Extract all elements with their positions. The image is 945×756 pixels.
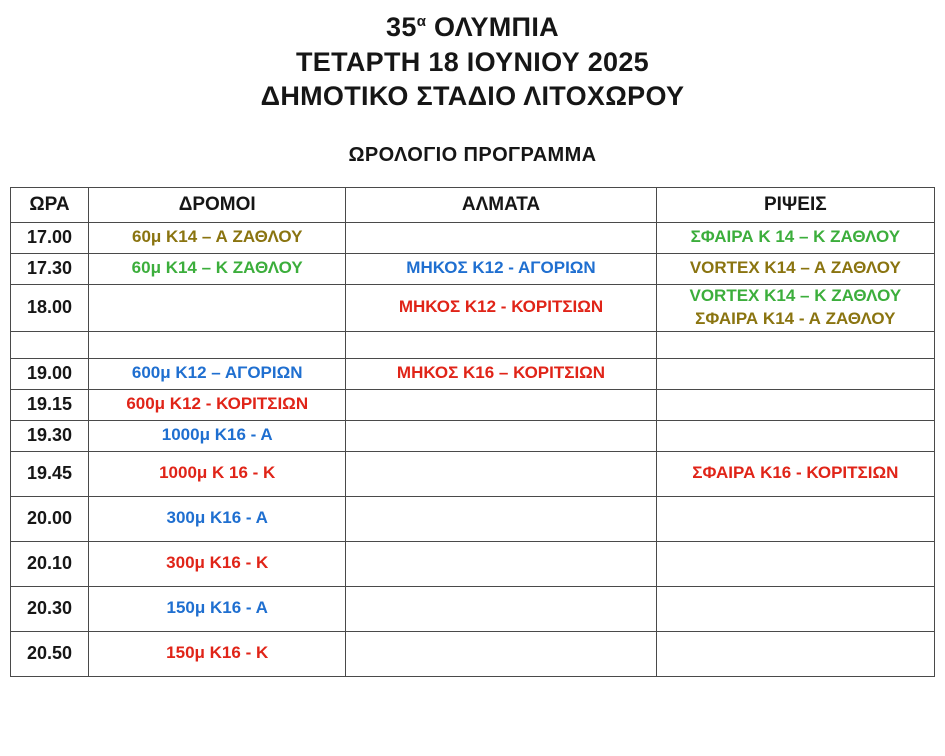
cell-time: 20.10 bbox=[11, 541, 89, 586]
cell-time: 17.00 bbox=[11, 222, 89, 253]
event-label: ΜΗΚΟΣ Κ12 - ΑΓΟΡΙΩΝ bbox=[406, 258, 596, 278]
cell-jumps bbox=[346, 586, 656, 631]
cell-time: 19.30 bbox=[11, 420, 89, 451]
cell-runs bbox=[89, 541, 346, 586]
cell-jumps bbox=[346, 420, 656, 451]
cell-throws bbox=[656, 420, 934, 451]
title-line-2: ΤΕΤΑΡΤΗ 18 ΙΟΥΝΙΟΥ 2025 bbox=[295, 46, 649, 77]
cell-jumps bbox=[346, 222, 656, 253]
event-label: 150μ Κ16 - Κ bbox=[166, 643, 269, 663]
cell-jumps bbox=[346, 284, 656, 331]
title-line-1 bbox=[0, 10, 945, 45]
event-label: ΜΗΚΟΣ Κ16 – ΚΟΡΙΤΣΙΩΝ bbox=[396, 363, 606, 383]
event-label: 150μ Κ16 - Α bbox=[166, 598, 268, 618]
cell-time: 18.00 bbox=[11, 284, 89, 331]
column-header-runs: ΔΡΟΜΟΙ bbox=[89, 187, 346, 222]
cell-jumps bbox=[346, 253, 656, 284]
cell-throws bbox=[656, 586, 934, 631]
table-row bbox=[11, 631, 935, 676]
cell-jumps bbox=[346, 451, 656, 496]
table-row bbox=[11, 420, 935, 451]
table-row bbox=[11, 358, 935, 389]
event-label: 300μ Κ16 - Α bbox=[166, 508, 268, 528]
table-row bbox=[11, 586, 935, 631]
cell-throws bbox=[656, 541, 934, 586]
cell-jumps bbox=[346, 331, 656, 358]
table-body bbox=[11, 222, 935, 676]
table-row bbox=[11, 451, 935, 496]
cell-throws bbox=[656, 284, 934, 331]
cell-runs bbox=[89, 420, 346, 451]
cell-runs bbox=[89, 253, 346, 284]
table-row bbox=[11, 331, 935, 358]
cell-time: 19.15 bbox=[11, 389, 89, 420]
cell-runs bbox=[89, 358, 346, 389]
event-label: 60μ Κ14 – Α ΖΑΘΛΟΥ bbox=[131, 227, 303, 247]
document-header bbox=[0, 0, 945, 114]
schedule-subtitle: ΩΡΟΛΟΓΙΟ ΠΡΟΓΡΑΜΜΑ bbox=[348, 143, 597, 166]
cell-runs bbox=[89, 331, 346, 358]
cell-jumps bbox=[346, 358, 656, 389]
cell-time: 19.45 bbox=[11, 451, 89, 496]
event-label: 300μ Κ16 - Κ bbox=[166, 553, 269, 573]
cell-throws bbox=[656, 389, 934, 420]
column-header-throws: ΡΙΨΕΙΣ bbox=[656, 187, 934, 222]
cell-throws bbox=[656, 222, 934, 253]
event-label: 1000μ Κ 16 - Κ bbox=[159, 463, 276, 483]
cell-throws bbox=[656, 358, 934, 389]
event-label: VORTEX Κ14 – Κ ΖΑΘΛΟΥ bbox=[689, 285, 902, 305]
cell-runs bbox=[89, 284, 346, 331]
cell-throws bbox=[656, 451, 934, 496]
cell-runs bbox=[89, 586, 346, 631]
cell-time bbox=[11, 331, 89, 358]
cell-time: 17.30 bbox=[11, 253, 89, 284]
cell-jumps bbox=[346, 631, 656, 676]
title-line-3: ΔΗΜΟΤΙΚΟ ΣΤΑΔΙΟ ΛΙΤΟΧΩΡΟΥ bbox=[260, 81, 685, 112]
event-label: ΣΦΑΙΡΑ Κ 14 – Κ ΖΑΘΛΟΥ bbox=[690, 227, 901, 247]
cell-throws bbox=[656, 253, 934, 284]
event-label: VORTEX Κ14 – Α ΖΑΘΛΟΥ bbox=[689, 258, 901, 278]
table-row bbox=[11, 253, 935, 284]
event-label: ΣΦΑΙΡΑ Κ14 - Α ΖΑΘΛΟΥ bbox=[695, 308, 896, 328]
event-label: ΜΗΚΟΣ Κ12 - ΚΟΡΙΤΣΙΩΝ bbox=[398, 297, 604, 317]
event-label: ΣΦΑΙΡΑ Κ16 - ΚΟΡΙΤΣΙΩΝ bbox=[692, 463, 899, 483]
cell-jumps bbox=[346, 541, 656, 586]
table-row bbox=[11, 222, 935, 253]
title-edition-number: 35 bbox=[386, 12, 417, 42]
event-label: 600μ Κ12 - ΚΟΡΙΤΣΙΩΝ bbox=[126, 394, 309, 414]
event-label: 600μ Κ12 – ΑΓΟΡΙΩΝ bbox=[131, 363, 303, 383]
table-row bbox=[11, 541, 935, 586]
cell-time: 20.00 bbox=[11, 496, 89, 541]
cell-throws bbox=[656, 631, 934, 676]
title-event-name: ΟΛΥΜΠΙΑ bbox=[426, 12, 559, 42]
cell-time: 20.30 bbox=[11, 586, 89, 631]
column-header-time: ΩΡΑ bbox=[11, 187, 89, 222]
table-row bbox=[11, 389, 935, 420]
title-edition-suffix: α bbox=[416, 13, 427, 30]
cell-runs bbox=[89, 389, 346, 420]
cell-throws bbox=[656, 331, 934, 358]
cell-runs bbox=[89, 451, 346, 496]
cell-throws bbox=[656, 496, 934, 541]
schedule-table bbox=[10, 187, 935, 677]
table-head bbox=[11, 187, 935, 222]
table-header-row bbox=[11, 187, 935, 222]
cell-jumps bbox=[346, 389, 656, 420]
column-header-jumps: ΑΛΜΑΤΑ bbox=[346, 187, 656, 222]
cell-runs bbox=[89, 631, 346, 676]
table-row bbox=[11, 496, 935, 541]
cell-time: 20.50 bbox=[11, 631, 89, 676]
cell-jumps bbox=[346, 496, 656, 541]
cell-runs bbox=[89, 222, 346, 253]
table-row bbox=[11, 284, 935, 331]
cell-time: 19.00 bbox=[11, 358, 89, 389]
cell-runs bbox=[89, 496, 346, 541]
event-label: 1000μ Κ16 - Α bbox=[161, 425, 273, 445]
event-label: 60μ Κ14 – Κ ΖΑΘΛΟΥ bbox=[131, 258, 303, 278]
